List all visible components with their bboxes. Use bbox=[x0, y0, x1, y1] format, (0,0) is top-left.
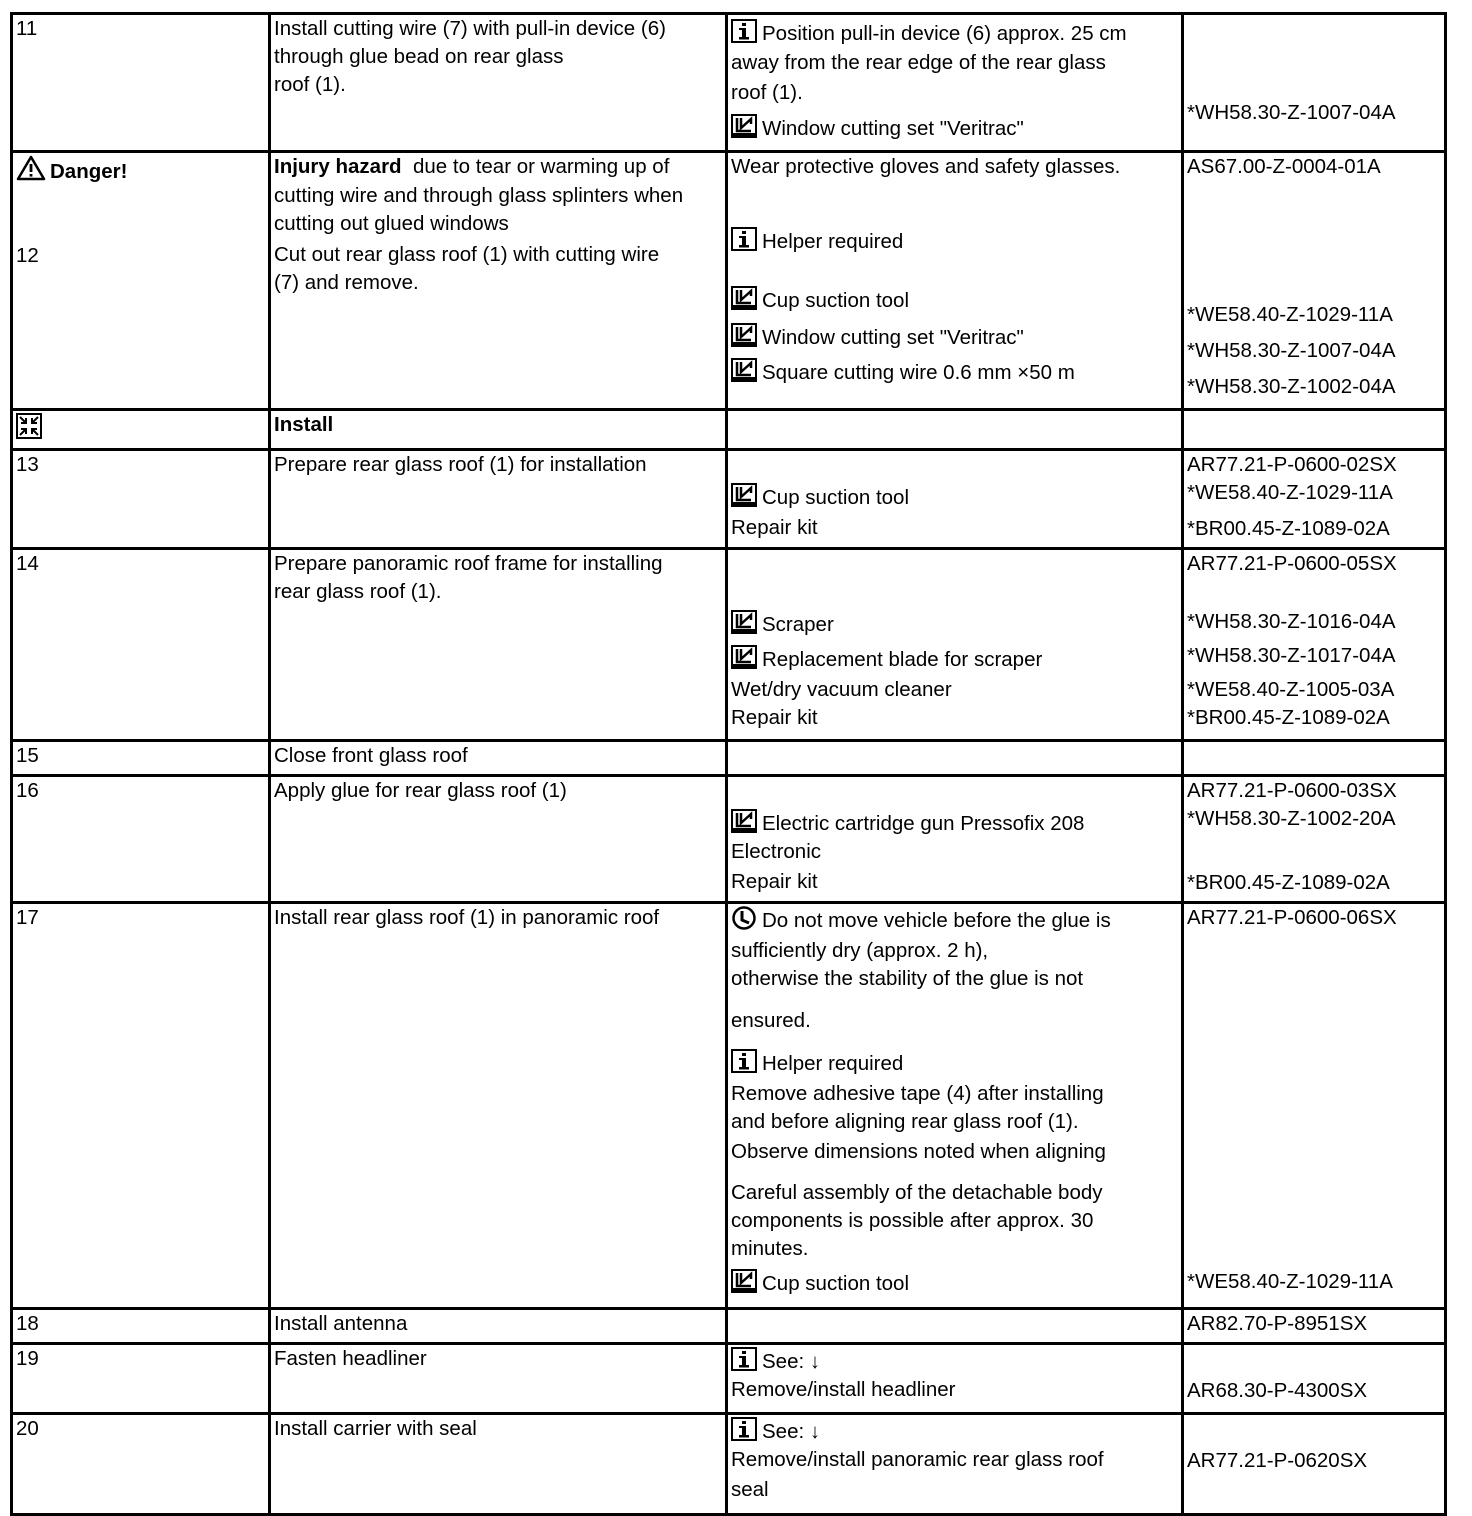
danger-text: cutting out glued windows bbox=[274, 212, 509, 235]
note-text: Observe dimensions noted when aligning bbox=[731, 1140, 1106, 1163]
note-text: Wet/dry vacuum cleaner bbox=[731, 678, 952, 701]
danger-label: Danger! bbox=[50, 160, 128, 183]
section-title-cell bbox=[270, 410, 727, 450]
info-icon bbox=[731, 19, 757, 43]
notes-cell bbox=[727, 152, 1183, 410]
reference-code: *WE58.40-Z-1005-03A bbox=[1187, 678, 1395, 701]
action-cell bbox=[270, 776, 727, 903]
notes-cell bbox=[727, 14, 1183, 152]
note-text: sufficiently dry (approx. 2 h), bbox=[731, 939, 989, 962]
note-text: away from the rear edge of the rear glass bbox=[731, 51, 1106, 74]
notes-cell bbox=[727, 1344, 1183, 1414]
tool-icon bbox=[731, 610, 757, 634]
reference-code: *WH58.30-Z-1002-20A bbox=[1187, 807, 1396, 830]
reference-code: *BR00.45-Z-1089-02A bbox=[1187, 706, 1390, 729]
note-text: Cup suction tool bbox=[762, 289, 910, 312]
action-text: Install carrier with seal bbox=[274, 1417, 477, 1440]
danger-text: cutting wire and through glass splinters when bbox=[274, 184, 684, 207]
reference-code: *WH58.30-Z-1016-04A bbox=[1187, 610, 1396, 633]
table-row bbox=[12, 450, 1446, 549]
notes-cell bbox=[727, 1414, 1183, 1515]
note-text: Scraper bbox=[762, 613, 834, 636]
reference-code: AR77.21-P-0600-05SX bbox=[1187, 552, 1397, 575]
reference-cell bbox=[1183, 776, 1446, 903]
reference-code: *WH58.30-Z-1017-04A bbox=[1187, 644, 1396, 667]
info-icon bbox=[731, 1417, 757, 1441]
safety-note: Wear protective gloves and safety glasses. bbox=[731, 155, 1121, 178]
step-number: 18 bbox=[16, 1312, 39, 1335]
step-number-cell bbox=[12, 152, 270, 410]
tool-icon bbox=[731, 1269, 757, 1293]
tool-icon bbox=[731, 645, 757, 669]
notes-cell bbox=[727, 776, 1183, 903]
info-icon bbox=[731, 1347, 757, 1371]
note-text: Repair kit bbox=[731, 516, 818, 539]
tool-icon bbox=[731, 114, 757, 138]
section-icon-cell bbox=[12, 410, 270, 450]
action-cell bbox=[270, 1344, 727, 1414]
step-number: 13 bbox=[16, 453, 39, 476]
note-text: Repair kit bbox=[731, 706, 818, 729]
notes-cell bbox=[727, 1309, 1183, 1344]
reference-cell bbox=[1183, 903, 1446, 1309]
note-text: Window cutting set "Veritrac" bbox=[762, 326, 1024, 349]
note-text: Cup suction tool bbox=[762, 486, 910, 509]
tool-icon bbox=[731, 809, 757, 833]
action-text: Close front glass roof bbox=[274, 744, 468, 767]
action-text: (7) and remove. bbox=[274, 271, 419, 294]
action-cell bbox=[270, 741, 727, 776]
action-cell bbox=[270, 1414, 727, 1515]
action-text: Fasten headliner bbox=[274, 1347, 427, 1370]
action-text: Prepare panoramic roof frame for installing bbox=[274, 552, 663, 575]
note-text: See: ↓ bbox=[762, 1350, 821, 1373]
table-row bbox=[12, 741, 1446, 776]
action-text: Cut out rear glass roof (1) with cutting wire bbox=[274, 243, 660, 266]
step-number-cell bbox=[12, 741, 270, 776]
step-number: 17 bbox=[16, 906, 39, 929]
tool-icon bbox=[731, 286, 757, 310]
action-text: Install rear glass roof (1) in panoramic roof bbox=[274, 906, 660, 929]
step-number-cell bbox=[12, 450, 270, 549]
note-text: roof (1). bbox=[731, 81, 803, 104]
reference-code: AS67.00-Z-0004-01A bbox=[1187, 155, 1381, 178]
note-text: Do not move vehicle before the glue is bbox=[762, 909, 1111, 932]
note-text: minutes. bbox=[731, 1237, 809, 1260]
note-text: Position pull-in device (6) approx. 25 cm bbox=[762, 22, 1127, 45]
reference-code: *WE58.40-Z-1029-11A bbox=[1187, 1270, 1393, 1293]
table-row bbox=[12, 1414, 1446, 1515]
section-row bbox=[12, 410, 1446, 450]
reference-code: AR68.30-P-4300SX bbox=[1187, 1379, 1368, 1402]
reference-cell bbox=[1183, 741, 1446, 776]
step-number: 16 bbox=[16, 779, 39, 802]
procedure-table bbox=[10, 12, 1447, 1516]
note-text: ensured. bbox=[731, 1009, 811, 1032]
action-text: through glue bead on rear glass bbox=[274, 45, 564, 68]
reference-cell bbox=[1183, 1344, 1446, 1414]
reference-code: *BR00.45-Z-1089-02A bbox=[1187, 517, 1390, 540]
action-cell bbox=[270, 14, 727, 152]
notes-cell bbox=[727, 450, 1183, 549]
notes-cell bbox=[727, 741, 1183, 776]
note-text: Electronic bbox=[731, 840, 822, 863]
cross-reference-link[interactable]: Remove/install headliner bbox=[731, 1378, 956, 1401]
action-cell bbox=[270, 450, 727, 549]
step-number: 20 bbox=[16, 1417, 39, 1440]
step-number-cell bbox=[12, 776, 270, 903]
action-cell bbox=[270, 1309, 727, 1344]
reference-code: AR77.21-P-0620SX bbox=[1187, 1449, 1368, 1472]
notes-cell bbox=[727, 549, 1183, 741]
action-cell bbox=[270, 549, 727, 741]
step-number-cell bbox=[12, 903, 270, 1309]
reference-code: *WH58.30-Z-1007-04A bbox=[1187, 339, 1396, 362]
reference-code: AR82.70-P-8951SX bbox=[1187, 1312, 1368, 1335]
reference-cell bbox=[1183, 1309, 1446, 1344]
action-text: Install cutting wire (7) with pull-in device (6) bbox=[274, 17, 666, 40]
reference-code: AR77.21-P-0600-03SX bbox=[1187, 779, 1397, 802]
step-number: 11 bbox=[16, 17, 38, 40]
note-text: Helper required bbox=[762, 1052, 904, 1075]
tool-icon bbox=[731, 323, 757, 347]
note-text: See: ↓ bbox=[762, 1420, 821, 1443]
cross-reference-link[interactable]: Remove/install panoramic rear glass roof bbox=[731, 1448, 1104, 1471]
info-icon bbox=[731, 227, 757, 251]
table-row bbox=[12, 1344, 1446, 1414]
action-text: roof (1). bbox=[274, 73, 346, 96]
install-icon bbox=[16, 413, 42, 439]
reference-code: *WE58.40-Z-1029-11A bbox=[1187, 481, 1393, 504]
reference-cell bbox=[1183, 410, 1446, 450]
note-text: Remove adhesive tape (4) after installing bbox=[731, 1082, 1104, 1105]
table-row bbox=[12, 903, 1446, 1309]
section-title: Install bbox=[274, 413, 334, 436]
note-text: Helper required bbox=[762, 230, 904, 253]
reference-cell bbox=[1183, 1414, 1446, 1515]
note-text: Replacement blade for scraper bbox=[762, 648, 1043, 671]
step-number: 14 bbox=[16, 552, 39, 575]
reference-code: *WH58.30-Z-1002-04A bbox=[1187, 375, 1396, 398]
note-text: Square cutting wire 0.6 mm ×50 m bbox=[762, 361, 1075, 384]
action-text: Apply glue for rear glass roof (1) bbox=[274, 779, 567, 802]
reference-code: *WE58.40-Z-1029-11A bbox=[1187, 303, 1393, 326]
reference-code: AR77.21-P-0600-02SX bbox=[1187, 453, 1397, 476]
reference-cell bbox=[1183, 152, 1446, 410]
table-row bbox=[12, 776, 1446, 903]
note-text: Electric cartridge gun Pressofix 208 bbox=[762, 812, 1085, 835]
note-text: Window cutting set "Veritrac" bbox=[762, 117, 1024, 140]
reference-cell bbox=[1183, 450, 1446, 549]
action-cell bbox=[270, 903, 727, 1309]
action-text: rear glass roof (1). bbox=[274, 580, 442, 603]
danger-icon bbox=[16, 155, 42, 181]
reference-code: AR77.21-P-0600-06SX bbox=[1187, 906, 1397, 929]
action-text: Prepare rear glass roof (1) for installation bbox=[274, 453, 647, 476]
note-text: Cup suction tool bbox=[762, 1272, 910, 1295]
table-row bbox=[12, 1309, 1446, 1344]
reference-code: *BR00.45-Z-1089-02A bbox=[1187, 871, 1390, 894]
reference-cell bbox=[1183, 549, 1446, 741]
step-number: 19 bbox=[16, 1347, 39, 1370]
reference-code: *WH58.30-Z-1007-04A bbox=[1187, 101, 1396, 124]
step-number: 12 bbox=[16, 244, 39, 267]
danger-heading: Injury hazard bbox=[274, 155, 402, 178]
note-text: components is possible after approx. 30 bbox=[731, 1209, 1094, 1232]
notes-cell bbox=[727, 410, 1183, 450]
time-icon bbox=[731, 906, 757, 930]
danger-text: due to tear or warming up of bbox=[413, 155, 670, 178]
notes-cell bbox=[727, 903, 1183, 1309]
info-icon bbox=[731, 1049, 757, 1073]
step-number-cell bbox=[12, 1309, 270, 1344]
step-number-cell bbox=[12, 549, 270, 741]
note-text: Careful assembly of the detachable body bbox=[731, 1181, 1103, 1204]
note-text: and before aligning rear glass roof (1). bbox=[731, 1110, 1079, 1133]
step-number-cell bbox=[12, 14, 270, 152]
note-text: otherwise the stability of the glue is not bbox=[731, 967, 1084, 990]
action-cell bbox=[270, 152, 727, 410]
step-number: 15 bbox=[16, 744, 39, 767]
tool-icon bbox=[731, 358, 757, 382]
note-text: Repair kit bbox=[731, 870, 818, 893]
reference-cell bbox=[1183, 14, 1446, 152]
step-number-cell bbox=[12, 1414, 270, 1515]
tool-icon bbox=[731, 483, 757, 507]
action-text: Install antenna bbox=[274, 1312, 408, 1335]
table-row bbox=[12, 549, 1446, 741]
table-row bbox=[12, 152, 1446, 410]
step-number-cell bbox=[12, 1344, 270, 1414]
table-row bbox=[12, 14, 1446, 152]
cross-reference-link[interactable]: seal bbox=[731, 1478, 769, 1501]
